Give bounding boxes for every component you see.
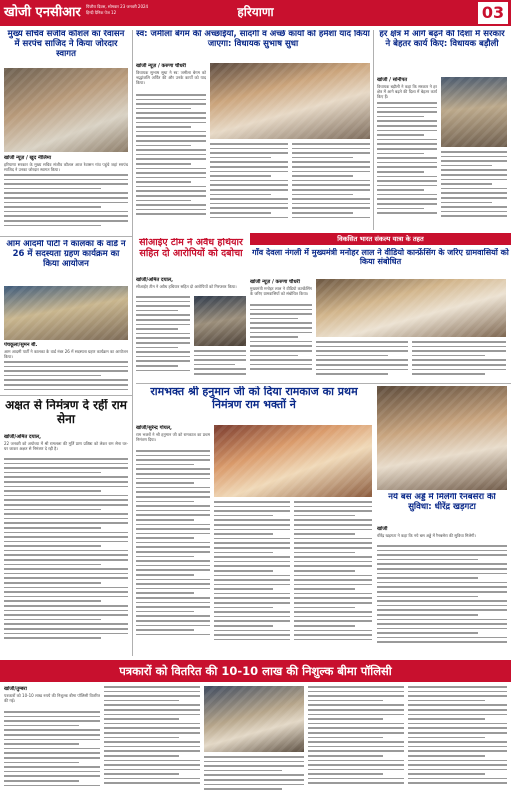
story-5-body-text-col1 [377,102,437,228]
story-7-byline: खोजी न्यूज़ / करुणा चौधरी [250,279,300,285]
story-2-body: आम आदमी पार्टी ने कालका के वार्ड नंबर 26 में सदस्यता ग्रहण कार्यक्रम का आयोजन किया। [4,349,128,360]
masthead-edition: हिन्दी दैनिक पेज 12 [86,10,117,15]
story-9-body: धीरेंद्र खड़गटा ने कहा कि नये बस अड्डे में रैनबसेरा की सुविधा मिलेगी। [377,533,476,538]
story-10-headline: पत्रकारों को वितरित की 10-10 लाख की निशुल्क बीमा पॉलिसी [0,660,511,682]
story-4-body-text-col3 [292,143,370,229]
story-7-photo [316,279,506,337]
column-rule [373,30,374,230]
story-9-headline: नये बस अड्डे में मिलेगी रैनबसेरा की सुविधा: धीरेंद्र खड़गटा [388,493,496,512]
column-rule [132,30,133,656]
story-8-photo [214,425,372,497]
masthead-bar [0,0,511,26]
story-10-body-text-col3 [204,756,304,797]
story-6-byline: खोजी/अमित दयाल, [136,277,174,283]
story-8-body-text-col3 [294,501,372,654]
section-title: हरियाणा [237,5,274,19]
story-2-byline: पंचकूला/सुमन बी. [4,342,38,348]
story-4-body: विधायक सुभाष सुधा ने स्व: जमीला बेगम को श्रद्धांजलि अर्पित की और उनके कार्यों को याद किया। [136,70,206,86]
story-8-body-text-col1 [136,450,210,654]
story-2-body-text [4,361,128,393]
story-7-body: मुख्यमंत्री मनोहर लाल ने वीडियो कान्फ्रेंसिंग के जरिए ग्रामवासियों को संबोधित किया। [250,286,312,297]
story-1-photo [4,68,128,152]
story-4-headline: स्व: जमीला बेगम की अच्छाईयाँ, सादगी व अच्छे कार्यों को हमेशा याद किया जाएगा: विधायक सुभाष सुधा [136,30,370,49]
story-3-body-text [4,458,128,656]
story-10-byline: खोजी/तुम्बरा [4,686,27,692]
story-6-body-text-col2 [194,350,246,380]
story-1-body-text [4,174,128,234]
story-2-photo [4,286,128,340]
story-7-body-text-col1 [250,304,312,380]
story-9-photo [377,386,507,490]
story-5-photo [441,77,507,147]
story-4-photo [210,63,370,139]
page-number: 03 [478,2,508,24]
story-6-body-text-col1 [136,296,190,380]
story-6-photo [194,296,246,346]
story-3-body: 22 जनवरी को अयोध्या में श्री रामलला की मूर्ति प्राण प्रतिष्ठा को लेकर राम सेना घर-घर जाकर अक्षत से निमंत्रण दे रही है। [4,441,128,452]
story-8-body: राम भक्तों ने श्री हनुमान जी को रामकाज का प्रथम निमंत्रण दिया। [136,432,210,443]
row-rule [0,236,132,237]
story-6-body: सीआईए टीम ने अवैध हथियार सहित दो आरोपियों को गिरफ्तार किया। [136,284,237,289]
story-4-byline: खोजी न्यूज़ / करुणा चौधरी [136,63,186,69]
story-5-headline: हर क्षेत्र में आगे बढ़ने की दिशा में सरकार ने बेहतर कार्य किए: विधायक बड़ौली [379,30,505,49]
story-1-headline: मुख्य सचिव संजीव कौशल का रेवासन में सरपंच साजिद ने किया जोरदार स्वागत [7,30,125,59]
story-8-body-text-col2 [214,501,290,654]
story-10-body: पत्रकारों को 10-10 लाख रुपये की निशुल्क बीमा पॉलिसी वितरित की गई। [4,693,100,704]
story-4-body-text-col1 [136,94,206,228]
row-rule [0,395,132,396]
story-9-byline: खोजी [377,526,388,532]
story-7-body-text-col2 [316,341,408,381]
story-1-body: हरियाणा सरकार के मुख्य सचिव संजीव कौशल आज रेवासन गांव पहुंचे जहां सरपंच साजिद ने उनका जोरदार स्वागत किया। [4,162,128,173]
story-5-body-text-col2 [441,151,507,228]
story-10-body-text-col1 [4,711,100,797]
story-3-byline: खोजी/अमित दयाल, [4,434,42,440]
story-10-photo [204,686,304,752]
story-4-body-text-col2 [210,143,288,229]
story-5-byline: खोजी / सोनीपत [377,77,408,83]
story-10-body-text-col2 [104,686,200,797]
story-5-body: विधायक बड़ौली ने कहा कि सरकार ने हर क्षेत्र में आगे बढ़ने की दिशा में बेहतर कार्य किए हैं। [377,84,437,100]
story-1-byline: खोजी न्यूज़ / खुद नीलिमा [4,155,52,161]
story-7-kicker: विकसित भारत संकल्प यात्रा के तहत [250,233,511,245]
masthead-date: पिंजौरा दिवस, सोमवार 23 जनवरी 2024 [86,4,149,9]
row-rule [136,383,511,384]
story-2-headline: आम आदमी पार्टी ने कालका के वार्ड नं 26 में सदस्यता ग्रहण कार्यक्रम का किया आयोजन [6,240,126,269]
story-7-body-text-col3 [412,341,506,381]
story-10-body-text-col4 [308,686,404,797]
story-3-headline: अक्षत से निमंत्रण दे रहीं राम सेना [5,399,127,426]
story-8-byline: खोजी/सुरेन्द्र गोयल, [136,425,172,431]
story-7-headline: गाँव देवला नंगली में मुख्यमंत्री मनोहर लाल ने वीडियो कान्फ्रेंसिंग के जरिए ग्रामवासियों को किया संबोधित [252,248,509,267]
story-10-body-text-col5 [408,686,507,797]
newspaper-title: खोजी एनसीआर [4,5,81,20]
story-9-body-text [377,545,507,654]
story-6-headline: सीआईए टीम ने अवैध हथियार सहित दो आरोपियों को दबोचा [139,238,243,259]
story-8-headline: रामभक्त श्री हनुमान जी को दिया रामकाज का प्रथम निमंत्रण राम भक्तों ने [150,386,358,411]
